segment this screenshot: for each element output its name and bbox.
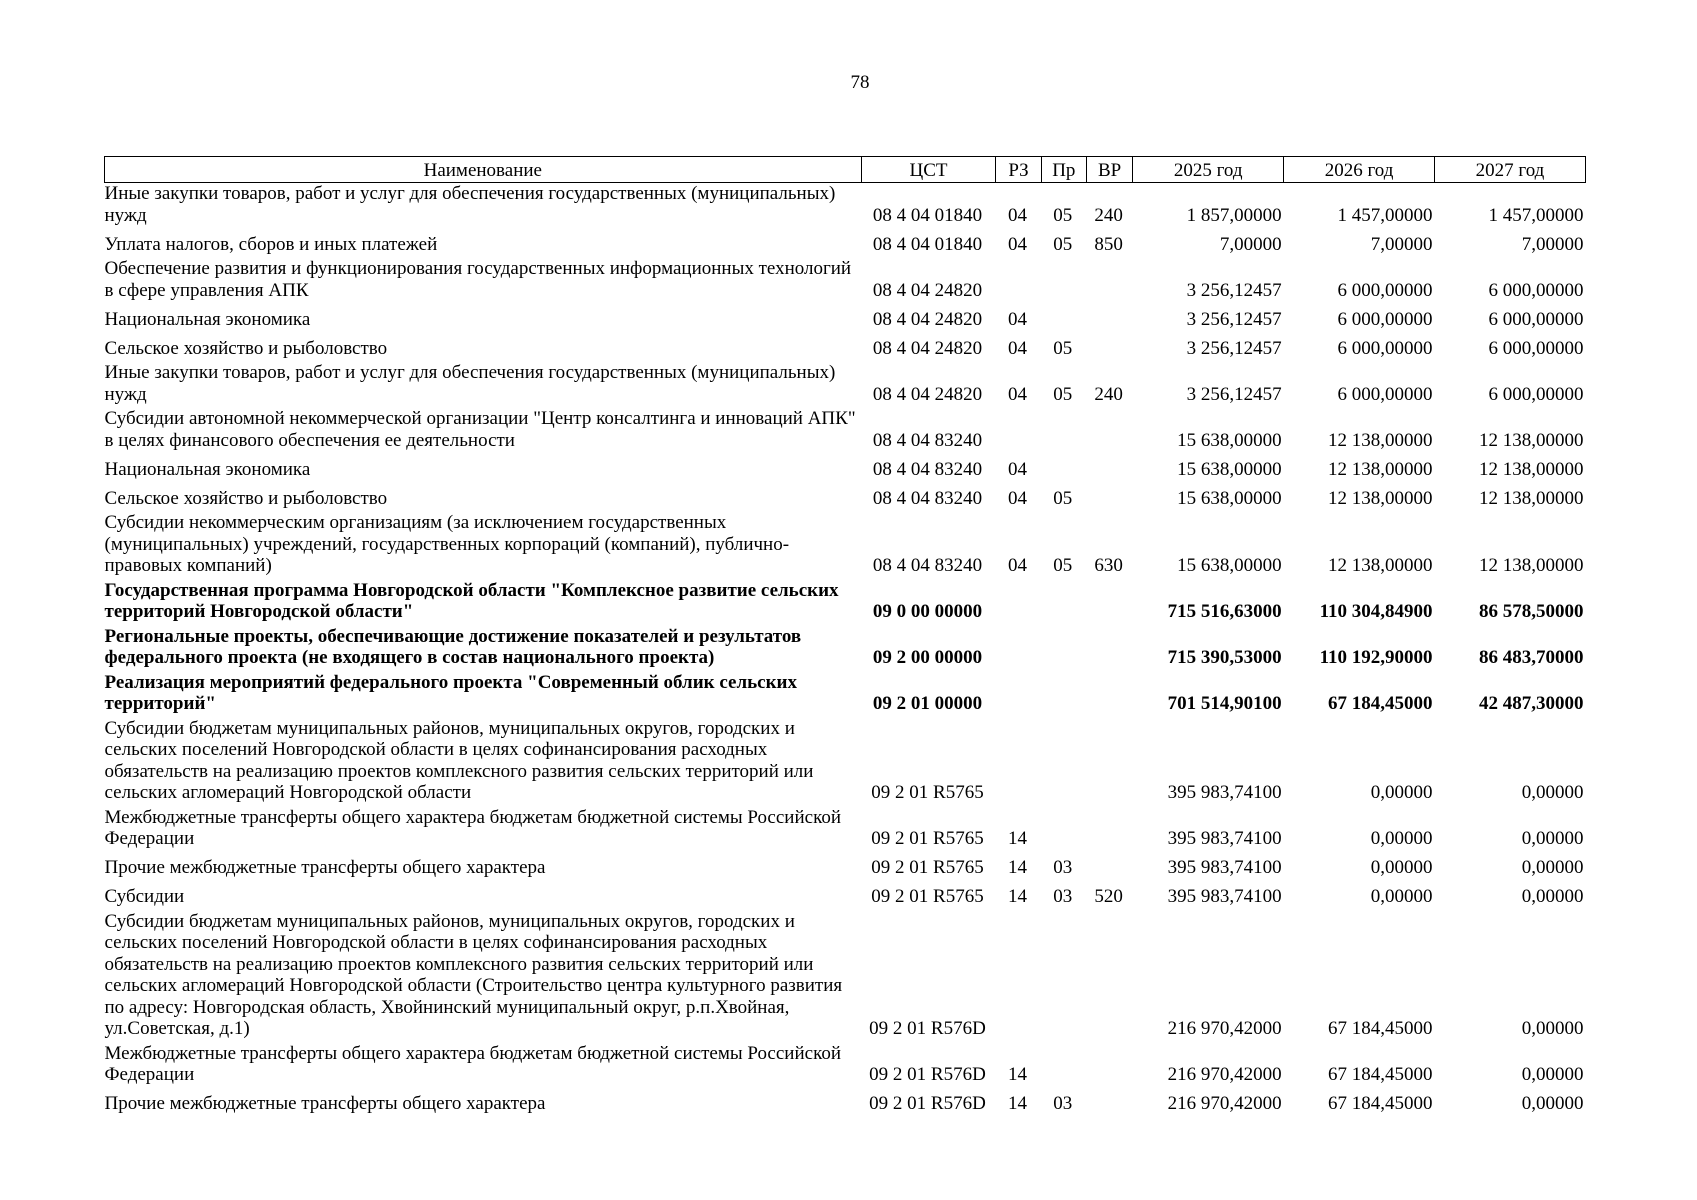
row-vr [1086, 911, 1132, 1043]
row-cst: 08 4 04 01840 [872, 233, 983, 255]
row-rz: 04 [1008, 233, 1028, 255]
row-rz [996, 911, 1041, 1043]
row-name: Межбюджетные трансферты общего характера бюджетам бюджетной системы Российской Федерации [104, 1042, 842, 1085]
table-row [105, 853, 1586, 882]
row-rz [996, 258, 1041, 304]
row-year-2027: 6 000,00000 [1488, 383, 1584, 405]
row-rz: 14 [1008, 1093, 1028, 1114]
row-year-2025: 3 256,12457 [1186, 279, 1282, 301]
row-year-2027: 6 000,00000 [1488, 279, 1584, 301]
row-year-2027: 0,00000 [1521, 782, 1584, 803]
row-year-2026: 6 000,00000 [1337, 383, 1433, 405]
row-year-2025: 395 983,74100 [1167, 828, 1282, 849]
row-cst: 09 2 01 00000 [872, 693, 983, 714]
row-year-2026: 0,00000 [1370, 857, 1433, 878]
row-year-2026: 12 138,00000 [1328, 429, 1433, 451]
row-vr [1086, 718, 1132, 807]
row-pr [1041, 626, 1086, 672]
header-name: Наименование [105, 157, 862, 183]
row-rz: 14 [1008, 828, 1028, 849]
row-pr: 03 [1053, 857, 1073, 878]
row-year-2027: 0,00000 [1521, 857, 1584, 878]
row-year-2026: 6 000,00000 [1337, 337, 1433, 359]
row-name: Субсидии некоммерческим организациям (за исключением государственных (муниципальных) учреждений, государственных корпораций (компаний), публично-правовых компаний) [104, 512, 790, 576]
header-year-2026: 2026 год [1284, 157, 1435, 183]
row-name: Обеспечение развития и функционирования государственных информационных технологий в сфере управления АПК [104, 258, 852, 301]
row-rz: 14 [1008, 857, 1028, 878]
row-rz [996, 718, 1041, 807]
row-rz: 14 [1008, 886, 1028, 907]
row-year-2025: 395 983,74100 [1167, 782, 1282, 803]
row-year-2026: 110 304,84900 [1319, 601, 1433, 622]
row-rz: 14 [1008, 1064, 1028, 1085]
row-year-2025: 216 970,42000 [1167, 1064, 1282, 1085]
row-cst: 08 4 04 24820 [872, 279, 983, 301]
row-name: Государственная программа Новгородской области "Комплексное развитие сельских территорий Новгородской области" [104, 579, 839, 622]
row-pr [1041, 911, 1086, 1043]
table-row [105, 229, 1586, 258]
table-row [105, 362, 1586, 408]
table-row [105, 258, 1586, 304]
row-vr: 240 [1094, 383, 1123, 405]
row-year-2025: 216 970,42000 [1167, 1093, 1282, 1114]
row-year-2027: 86 578,50000 [1479, 601, 1584, 622]
row-year-2027: 42 487,30000 [1479, 693, 1584, 714]
row-year-2026: 12 138,00000 [1328, 458, 1433, 480]
row-cst: 08 4 04 83240 [872, 487, 983, 509]
table-body [105, 183, 1586, 1118]
row-cst: 08 4 04 24820 [872, 308, 983, 330]
row-year-2027: 12 138,00000 [1479, 487, 1584, 509]
table-row [105, 1043, 1586, 1089]
table-row [105, 672, 1586, 718]
row-cst: 09 2 01 R5765 [871, 857, 984, 878]
row-year-2027: 12 138,00000 [1479, 429, 1584, 451]
row-year-2025: 15 638,00000 [1177, 487, 1282, 509]
header-year-2027: 2027 год [1435, 157, 1586, 183]
row-rz [996, 626, 1041, 672]
row-year-2026: 6 000,00000 [1337, 279, 1433, 301]
row-year-2027: 0,00000 [1521, 886, 1584, 907]
row-year-2026: 0,00000 [1370, 828, 1433, 849]
row-year-2026: 110 192,90000 [1319, 647, 1433, 668]
row-year-2026: 7,00000 [1370, 233, 1433, 255]
table-row [105, 807, 1586, 853]
row-cst: 08 4 04 83240 [872, 555, 983, 576]
row-year-2026: 67 184,45000 [1328, 1064, 1433, 1085]
row-year-2025: 3 256,12457 [1186, 383, 1282, 405]
row-cst: 08 4 04 83240 [872, 458, 983, 480]
row-name: Региональные проекты, обеспечивающие достижение показателей и результатов федерального проекта (не входящего в состав национального проекта) [104, 625, 802, 668]
table-row [105, 911, 1586, 1043]
row-rz: 04 [1008, 458, 1028, 480]
table-row [105, 718, 1586, 807]
row-vr [1086, 258, 1132, 304]
table-row [105, 882, 1586, 911]
row-year-2027: 6 000,00000 [1488, 308, 1584, 330]
row-year-2026: 67 184,45000 [1328, 1018, 1433, 1039]
row-vr: 630 [1094, 555, 1123, 576]
row-year-2025: 701 514,90100 [1167, 693, 1282, 714]
row-pr [1041, 1043, 1086, 1089]
row-name: Национальная экономика [104, 458, 311, 480]
row-cst: 09 2 00 00000 [872, 647, 983, 668]
row-year-2025: 15 638,00000 [1177, 429, 1282, 451]
table-row [105, 408, 1586, 454]
row-vr: 520 [1094, 886, 1123, 907]
row-year-2025: 15 638,00000 [1177, 555, 1282, 576]
row-pr: 03 [1053, 1093, 1073, 1114]
row-name: Сельское хозяйство и рыболовство [104, 487, 388, 509]
row-year-2025: 216 970,42000 [1167, 1018, 1282, 1039]
row-vr [1086, 333, 1132, 362]
row-vr [1086, 1043, 1132, 1089]
row-pr [1041, 580, 1086, 626]
row-cst: 08 4 04 01840 [872, 204, 983, 226]
row-name: Межбюджетные трансферты общего характера бюджетам бюджетной системы Российской Федерации [104, 806, 842, 849]
row-pr: 05 [1053, 337, 1073, 359]
row-vr [1086, 672, 1132, 718]
row-year-2026: 6 000,00000 [1337, 308, 1433, 330]
row-pr: 05 [1053, 555, 1073, 576]
row-cst: 09 2 01 R576D [869, 1018, 986, 1039]
row-vr [1086, 408, 1132, 454]
row-year-2026: 0,00000 [1370, 886, 1433, 907]
row-year-2027: 0,00000 [1521, 1064, 1584, 1085]
row-rz: 04 [1008, 337, 1028, 359]
header-cst: ЦСТ [861, 157, 996, 183]
row-rz [996, 408, 1041, 454]
row-year-2026: 67 184,45000 [1328, 1093, 1433, 1114]
row-year-2026: 1 457,00000 [1337, 204, 1433, 226]
row-name: Субсидии [104, 886, 185, 907]
row-year-2027: 0,00000 [1521, 828, 1584, 849]
row-year-2026: 0,00000 [1370, 782, 1433, 803]
row-year-2027: 1 457,00000 [1488, 204, 1584, 226]
row-vr: 240 [1094, 204, 1123, 226]
row-name: Реализация мероприятий федерального проекта "Современный облик сельских территорий" [104, 671, 797, 714]
row-year-2026: 12 138,00000 [1328, 555, 1433, 576]
row-vr [1086, 626, 1132, 672]
row-pr [1041, 408, 1086, 454]
row-rz [996, 580, 1041, 626]
row-year-2025: 3 256,12457 [1186, 308, 1282, 330]
row-year-2025: 1 857,00000 [1186, 204, 1282, 226]
row-year-2027: 12 138,00000 [1479, 458, 1584, 480]
row-name: Прочие межбюджетные трансферты общего характера [104, 857, 546, 878]
row-cst: 09 2 01 R5765 [871, 782, 984, 803]
row-vr [1086, 853, 1132, 882]
row-pr: 05 [1053, 487, 1073, 509]
row-year-2025: 395 983,74100 [1167, 886, 1282, 907]
table-row [105, 1089, 1586, 1118]
row-year-2025: 715 516,63000 [1167, 601, 1282, 622]
row-rz: 04 [1008, 308, 1028, 330]
table-row [105, 304, 1586, 333]
row-pr [1041, 454, 1086, 483]
row-cst: 09 2 01 R5765 [871, 886, 984, 907]
row-pr: 05 [1053, 204, 1073, 226]
row-year-2025: 715 390,53000 [1167, 647, 1282, 668]
row-name: Иные закупки товаров, работ и услуг для обеспечения государственных (муниципальных) нужд [104, 362, 836, 405]
table-header-row [105, 157, 1586, 183]
row-cst: 09 2 01 R576D [869, 1064, 986, 1085]
row-rz: 04 [1008, 204, 1028, 226]
row-rz: 04 [1008, 487, 1028, 509]
row-year-2025: 15 638,00000 [1177, 458, 1282, 480]
row-year-2027: 12 138,00000 [1479, 555, 1584, 576]
row-rz [996, 672, 1041, 718]
row-name: Иные закупки товаров, работ и услуг для обеспечения государственных (муниципальных) нужд [104, 183, 836, 226]
table-row [105, 512, 1586, 580]
row-pr [1041, 807, 1086, 853]
header-year-2025: 2025 год [1133, 157, 1284, 183]
row-name: Национальная экономика [104, 308, 311, 330]
row-name: Прочие межбюджетные трансферты общего характера [104, 1093, 546, 1114]
header-vr: ВР [1086, 157, 1132, 183]
row-cst: 08 4 04 24820 [872, 337, 983, 359]
table-row [105, 183, 1586, 230]
row-cst: 09 2 01 R576D [869, 1093, 986, 1114]
page-number: 78 [850, 72, 870, 93]
row-year-2027: 0,00000 [1521, 1093, 1584, 1114]
row-rz: 04 [1008, 555, 1028, 576]
header-pr: Пр [1041, 157, 1086, 183]
row-year-2027: 6 000,00000 [1488, 337, 1584, 359]
row-year-2027: 7,00000 [1521, 233, 1584, 255]
row-pr: 05 [1053, 233, 1073, 255]
table-row [105, 454, 1586, 483]
row-vr [1086, 454, 1132, 483]
row-cst: 08 4 04 83240 [872, 429, 983, 451]
row-pr [1041, 258, 1086, 304]
row-year-2027: 86 483,70000 [1479, 647, 1584, 668]
row-year-2025: 3 256,12457 [1186, 337, 1282, 359]
row-pr: 05 [1053, 383, 1073, 405]
row-vr [1086, 304, 1132, 333]
row-year-2025: 395 983,74100 [1167, 857, 1282, 878]
row-name: Субсидии бюджетам муниципальных районов, муниципальных округов, городских и сельских поселений Новгородской области в целях софинансирования расходных обязательств на реализацию проектов комплексного развития сельских территорий или сельских агломераций Новгородской области [104, 717, 814, 803]
table-row [105, 626, 1586, 672]
row-year-2026: 67 184,45000 [1328, 693, 1433, 714]
row-pr [1041, 718, 1086, 807]
row-name: Сельское хозяйство и рыболовство [104, 337, 388, 359]
row-vr [1086, 1089, 1132, 1118]
row-vr [1086, 483, 1132, 512]
row-cst: 09 2 01 R5765 [871, 828, 984, 849]
row-cst: 08 4 04 24820 [872, 383, 983, 405]
row-pr: 03 [1053, 886, 1073, 907]
row-cst: 09 0 00 00000 [872, 601, 983, 622]
row-pr [1041, 672, 1086, 718]
row-name: Субсидии автономной некоммерческой организации "Центр консалтинга и инноваций АПК" в целях финансового обеспечения ее деятельности [104, 408, 856, 451]
table-row [105, 580, 1586, 626]
row-year-2026: 12 138,00000 [1328, 487, 1433, 509]
row-rz: 04 [1008, 383, 1028, 405]
row-name: Субсидии бюджетам муниципальных районов, муниципальных округов, городских и сельских поселений Новгородской области в целях софинансирования расходных обязательств на реализацию проектов комплексного развития сельских территорий или сельских агломераций Новгородской области (Строительство центра культурного развития по адресу: Новгородская область, Хвойнинский муниципальный округ, р.п.Хвойная, ул.Советская, д.1) [104, 910, 843, 1039]
row-vr: 850 [1094, 233, 1123, 255]
table-row [105, 333, 1586, 362]
table-row [105, 483, 1586, 512]
row-vr [1086, 580, 1132, 626]
row-vr [1086, 807, 1132, 853]
row-year-2027: 0,00000 [1521, 1018, 1584, 1039]
header-rz: РЗ [996, 157, 1041, 183]
row-name: Уплата налогов, сборов и иных платежей [104, 233, 438, 255]
budget-table [104, 156, 1586, 1118]
row-pr [1041, 304, 1086, 333]
row-year-2025: 7,00000 [1219, 233, 1282, 255]
